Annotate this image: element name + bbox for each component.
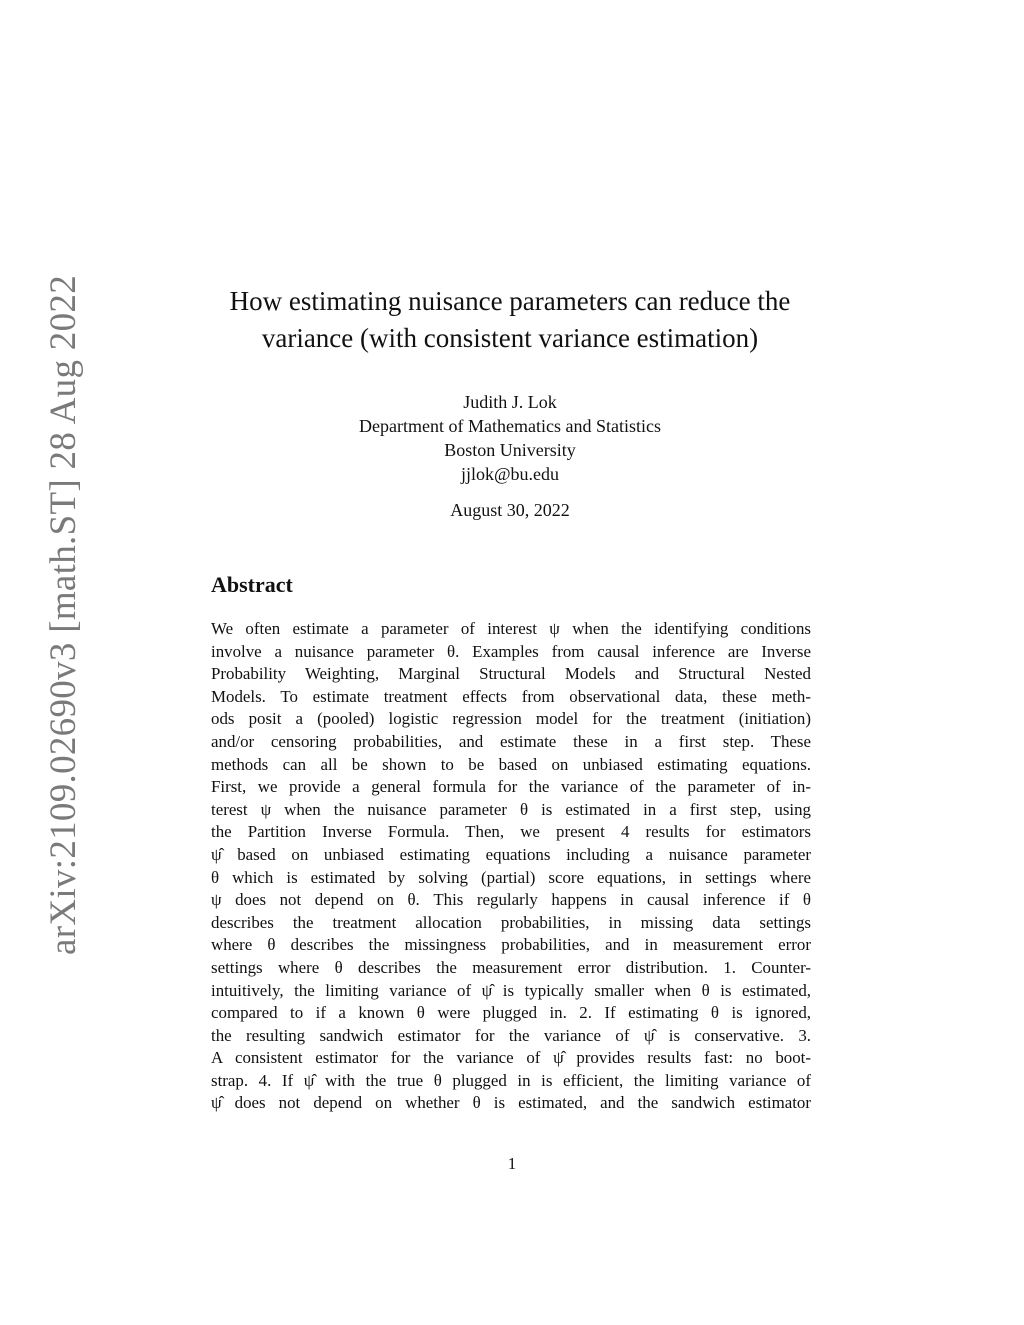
abstract-line: Models. To estimate treatment effects from observational data, these meth- — [211, 686, 811, 706]
author-institution: Boston University — [444, 440, 576, 460]
abstract-line: intuitively, the limiting variance of ψ̂ is typically smaller when θ is estimated, — [211, 980, 811, 1000]
abstract-line: the Partition Inverse Formula. Then, we present 4 results for estimators — [211, 822, 811, 842]
paper-date: August 30, 2022 — [450, 500, 570, 520]
abstract-line: methods can all be shown to be based on unbiased estimating equations. — [211, 754, 811, 774]
author-name: Judith J. Lok — [463, 392, 557, 412]
title-line-1: How estimating nuisance parameters can reduce the — [229, 286, 791, 316]
abstract-line: terest ψ when the nuisance parameter θ is estimated in a first step, using — [211, 799, 811, 819]
abstract-line: involve a nuisance parameter θ. Examples from causal inference are Inverse — [211, 641, 811, 661]
abstract-line: and/or censoring probabilities, and estimate these in a first step. These — [211, 731, 811, 751]
author-department: Department of Mathematics and Statistics — [359, 416, 661, 436]
page-number: 1 — [507, 1154, 517, 1173]
author-block — [210, 390, 810, 486]
abstract-heading: Abstract — [211, 572, 293, 597]
abstract-line: First, we provide a general formula for the variance of the parameter of in- — [211, 777, 811, 797]
abstract-line: compared to if a known θ were plugged in. 2. If estimating θ is ignored, — [211, 1003, 811, 1023]
abstract-line: describes the treatment allocation probabilities, in missing data settings — [211, 912, 811, 932]
abstract-line: ψ does not depend on θ. This regularly happens in causal inference if θ — [211, 890, 811, 910]
title-line-2: variance (with consistent variance estimation) — [261, 323, 759, 353]
abstract-line: ψ̂ based on unbiased estimating equations including a nuisance parameter — [211, 844, 811, 864]
abstract-line: Probability Weighting, Marginal Structural Models and Structural Nested — [211, 664, 811, 684]
abstract-line: ods posit a (pooled) logistic regression model for the treatment (initiation) — [211, 709, 811, 729]
abstract-line: where θ describes the missingness probabilities, and in measurement error — [211, 935, 811, 955]
abstract-body — [211, 618, 811, 1115]
abstract-line: strap. 4. If ψ̂ with the true θ plugged in is efficient, the limiting variance of — [211, 1070, 811, 1090]
arxiv-identifier-stamp: arXiv:2109.02690v3 [math.ST] 28 Aug 2022 — [43, 274, 84, 955]
abstract-line: θ which is estimated by solving (partial) score equations, in settings where — [211, 867, 811, 887]
paper-title — [160, 283, 860, 357]
abstract-line: A consistent estimator for the variance of ψ̂ provides results fast: no boot- — [211, 1048, 811, 1068]
abstract-line: We often estimate a parameter of interest ψ when the identifying conditions — [211, 619, 811, 638]
abstract-line: ψ̂ does not depend on whether θ is estimated, and the sandwich estimator — [211, 1093, 811, 1113]
abstract-line: the resulting sandwich estimator for the variance of ψ̂ is conservative. 3. — [211, 1025, 811, 1045]
author-email: jjlok@bu.edu — [460, 464, 560, 484]
abstract-line: settings where θ describes the measurement error distribution. 1. Counter- — [211, 957, 811, 977]
